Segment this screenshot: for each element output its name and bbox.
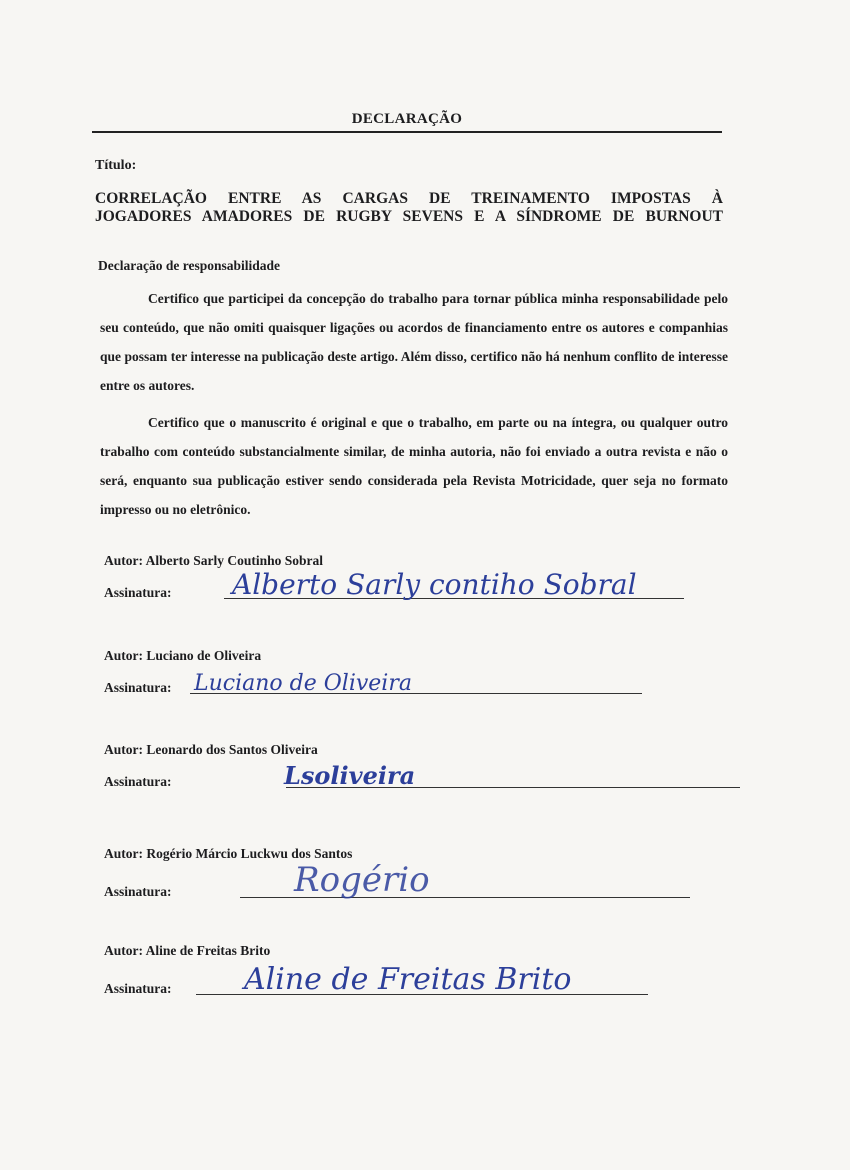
declaration-paragraph-1: Certifico que participei da concepção do trabalho para tornar pública minha responsabilidade pelo seu conteúdo, que não omiti quaisquer ligações ou acordos de financiamento entre os autores e companhias que possam ter interesse na publicação deste artigo. Além disso, certifico não há nenhum conflito de interesse entre os autores. (100, 291, 728, 393)
signature-row (104, 962, 744, 999)
responsibility-heading: Declaração de responsabilidade (98, 258, 280, 273)
handwritten-signature: Alberto Sarly contiho Sobral (232, 568, 637, 601)
handwritten-signature: Lsoliveira (284, 761, 416, 790)
signature-row (104, 761, 744, 792)
signature-row (104, 672, 744, 698)
signature-label: Assinatura: (104, 680, 172, 695)
signature-label: Assinatura: (104, 774, 172, 789)
author-block-1 (104, 553, 744, 603)
author-block-2 (104, 648, 744, 698)
document-heading: DECLARAÇÃO (351, 111, 463, 127)
declaration-paragraph-2: Certifico que o manuscrito é original e que o trabalho, em parte ou na íntegra, ou qualquer outro trabalho com conteúdo substancialmente similar, de minha autoria, não foi enviado a outra revista e não o será, enquanto sua publicação estiver sendo considerada pela Revista Motricidade, quer seja no formato impresso ou no eletrônico. (100, 415, 728, 517)
author-name: Autor: Rogério Márcio Luckwu dos Santos (104, 846, 353, 861)
signature-label: Assinatura: (104, 585, 172, 600)
handwritten-signature: Luciano de Oliveira (194, 671, 412, 696)
signature-row (104, 860, 744, 902)
work-title-line-2: JOGADORES AMADORES DE RUGBY SEVENS E A SÍNDROME DE BURNOUT (95, 208, 723, 225)
author-name: Autor: Aline de Freitas Brito (104, 943, 271, 958)
handwritten-signature: Aline de Freitas Brito (244, 962, 572, 997)
author-block-4 (104, 846, 744, 902)
handwritten-signature: Rogério (294, 860, 430, 900)
signature-label: Assinatura: (104, 981, 172, 996)
title-label: Título: (95, 158, 137, 173)
work-title-line-1: CORRELAÇÃO ENTRE AS CARGAS DE TREINAMENTO IMPOSTAS À (95, 190, 723, 207)
author-block-5 (104, 943, 744, 999)
author-name: Autor: Alberto Sarly Coutinho Sobral (104, 553, 324, 568)
author-name: Autor: Luciano de Oliveira (104, 648, 262, 663)
author-block-3 (104, 742, 744, 792)
document-header (92, 110, 722, 133)
work-title (95, 190, 723, 226)
signature-label: Assinatura: (104, 884, 172, 899)
author-name: Autor: Leonardo dos Santos Oliveira (104, 742, 318, 757)
signature-row (104, 568, 744, 603)
